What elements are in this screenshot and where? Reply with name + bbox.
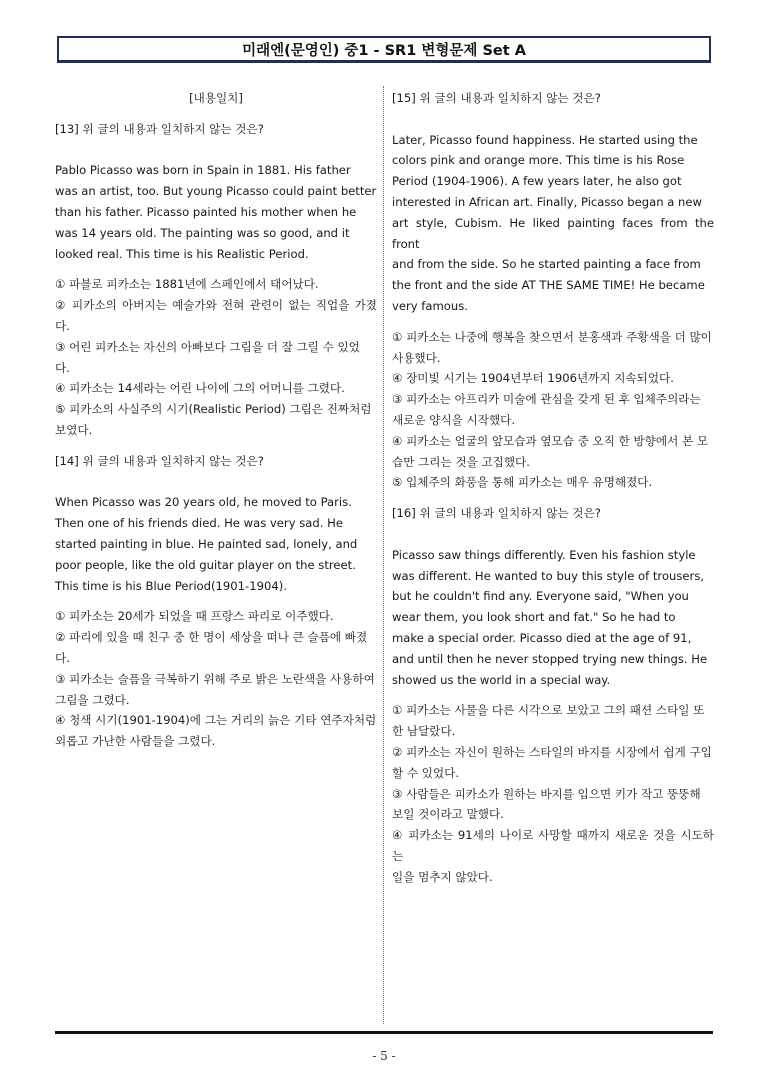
option-line: ④ 피카소는 얼굴의 앞모습과 옆모습 중 오직 한 방향에서 본 모 (392, 433, 709, 448)
passage-line: very famous. (392, 298, 468, 313)
passage-line: the front and the side AT THE SAME TIME! He became (392, 278, 705, 293)
passage-16 (392, 545, 714, 691)
passage-line: When Picasso was 20 years old, he moved to Paris. (55, 495, 352, 510)
option-line: 새로운 양식을 시작했다. (392, 412, 516, 427)
option-line: ① 파블로 피카소는 1881년에 스페인에서 태어났다. (55, 277, 319, 292)
options-14 (55, 606, 377, 752)
option-line: 할 수 있었다. (392, 765, 460, 780)
passage-line: and from the side. So he started painting a face from (392, 257, 701, 272)
option-line: ② 피카소의 아버지는 예술가와 전혀 관련이 없는 직업을 가졌다. (55, 298, 377, 333)
right-column (392, 88, 714, 887)
options-13 (55, 274, 377, 440)
option-line: ① 피카소는 20세가 되었을 때 프랑스 파리로 이주했다. (55, 609, 334, 624)
passage-line: wear them, you look short and fat." So he had to (392, 610, 676, 625)
option-line: 다. (55, 360, 70, 375)
option-line: ① 피카소는 나중에 행복을 찾으면서 분홍색과 주황색을 더 많이 (392, 329, 712, 344)
question-16: [16] 위 글의 내용과 일치하지 않는 것은? (392, 506, 601, 521)
left-column (55, 88, 377, 752)
options-16 (392, 700, 714, 887)
passage-line: colors pink and orange more. This time is his Rose (392, 153, 685, 168)
option-line: ④ 피카소는 91세의 나이로 사망할 때까지 새로운 것을 시도하는 (392, 828, 714, 863)
passage-line: and until then he never stopped trying new things. He (392, 651, 708, 666)
passage-line: Picasso saw things differently. Even his fashion style (392, 547, 696, 562)
passage-line: make a special order. Picasso died at the age of 91, (392, 630, 692, 645)
passage-line: Then one of his friends died. He was very sad. He (55, 516, 343, 531)
passage-line: looked real. This time is his Realistic Period. (55, 246, 309, 261)
passage-14 (55, 492, 377, 596)
column-divider (383, 86, 384, 1024)
question-15: [15] 위 글의 내용과 일치하지 않는 것은? (392, 91, 601, 105)
passage-line: art style, Cubism. He liked painting faces from the front (392, 215, 714, 251)
section-label: [내용일치] (189, 91, 243, 105)
question-14: [14] 위 글의 내용과 일치하지 않는 것은? (55, 453, 264, 468)
option-line: ② 파리에 있을 때 친구 중 한 명이 세상을 떠나 큰 슬픔에 빠졌 (55, 630, 368, 645)
option-line: ③ 사람들은 피카소가 원하는 바지를 입으면 키가 작고 뚱뚱해 (392, 786, 701, 801)
passage-line: Later, Picasso found happiness. He started using the (392, 132, 698, 147)
option-line: 한 남달랐다. (392, 724, 456, 739)
option-line: ④ 장미빛 시기는 1904년부터 1906년까지 지속되었다. (392, 371, 674, 386)
passage-line: was an artist, too. But young Picasso could paint better (55, 184, 377, 199)
option-line: ① 피카소는 사물을 다른 시각으로 보았고 그의 패션 스타일 또 (392, 703, 705, 718)
option-line: ④ 청색 시기(1901-1904)에 그는 거리의 늙은 기타 연주자처럼 (55, 713, 377, 728)
options-15 (392, 327, 714, 493)
option-line: 보였다. (55, 422, 93, 437)
passage-line: showed us the world in a special way. (392, 672, 611, 687)
option-line: 그림을 그렸다. (55, 692, 130, 707)
option-line: 외롭고 가난한 사람들을 그렸다. (55, 734, 216, 749)
option-line: 다. (55, 650, 70, 665)
option-line: ③ 피카소는 아프리카 미술에 관심을 갖게 된 후 입체주의라는 (392, 392, 701, 407)
passage-line: started painting in blue. He painted sad, lonely, and (55, 536, 358, 551)
passage-line: This time is his Blue Period(1901-1904). (55, 578, 287, 593)
option-line: 습만 그리는 것을 고집했다. (392, 454, 530, 469)
option-line: 일을 멈추지 않았다. (392, 869, 493, 884)
option-line: 사용했다. (392, 350, 441, 365)
option-line: ③ 피카소는 슬픔을 극복하기 위해 주로 밝은 노란색을 사용하여 (55, 671, 375, 686)
page-title-text: 미래엔(문영인) 중1 - SR1 변형문제 Set A (242, 42, 526, 59)
option-line: ④ 피카소는 14세라는 어린 나이에 그의 어머니를 그렸다. (55, 381, 345, 396)
page-number: - 5 - (372, 1049, 396, 1063)
option-line: ⑤ 피카소의 사실주의 시기(Realistic Period) 그림은 진짜처럼 (55, 402, 372, 417)
option-line: ② 피카소는 자신이 원하는 스타일의 바지를 시장에서 쉽게 구입 (392, 744, 712, 759)
passage-line: than his father. Picasso painted his mother when he (55, 204, 357, 219)
passage-15 (392, 130, 714, 317)
question-13: [13] 위 글의 내용과 일치하지 않는 것은? (55, 121, 264, 136)
page-title (57, 36, 711, 63)
footer-rule (55, 1031, 713, 1034)
passage-line: interested in African art. Finally, Picasso began a new (392, 194, 703, 209)
passage-line: was different. He wanted to buy this style of trousers, (392, 568, 705, 583)
passage-13 (55, 160, 377, 264)
passage-line: Pablo Picasso was born in Spain in 1881. His father (55, 163, 351, 178)
passage-line: Period (1904-1906). A few years later, he also got (392, 174, 682, 189)
passage-line: poor people, like the old guitar player on the street. (55, 557, 356, 572)
passage-line: was 14 years old. The painting was so good, and it (55, 225, 350, 240)
option-line: ③ 어린 피카소는 자신의 아빠보다 그림을 더 잘 그릴 수 있었 (55, 339, 360, 354)
option-line: ⑤ 입체주의 화풍을 통해 피카소는 매우 유명해졌다. (392, 475, 653, 490)
option-line: 보일 것이라고 말했다. (392, 807, 504, 822)
passage-line: but he couldn't find any. Everyone said, "When you (392, 589, 689, 604)
